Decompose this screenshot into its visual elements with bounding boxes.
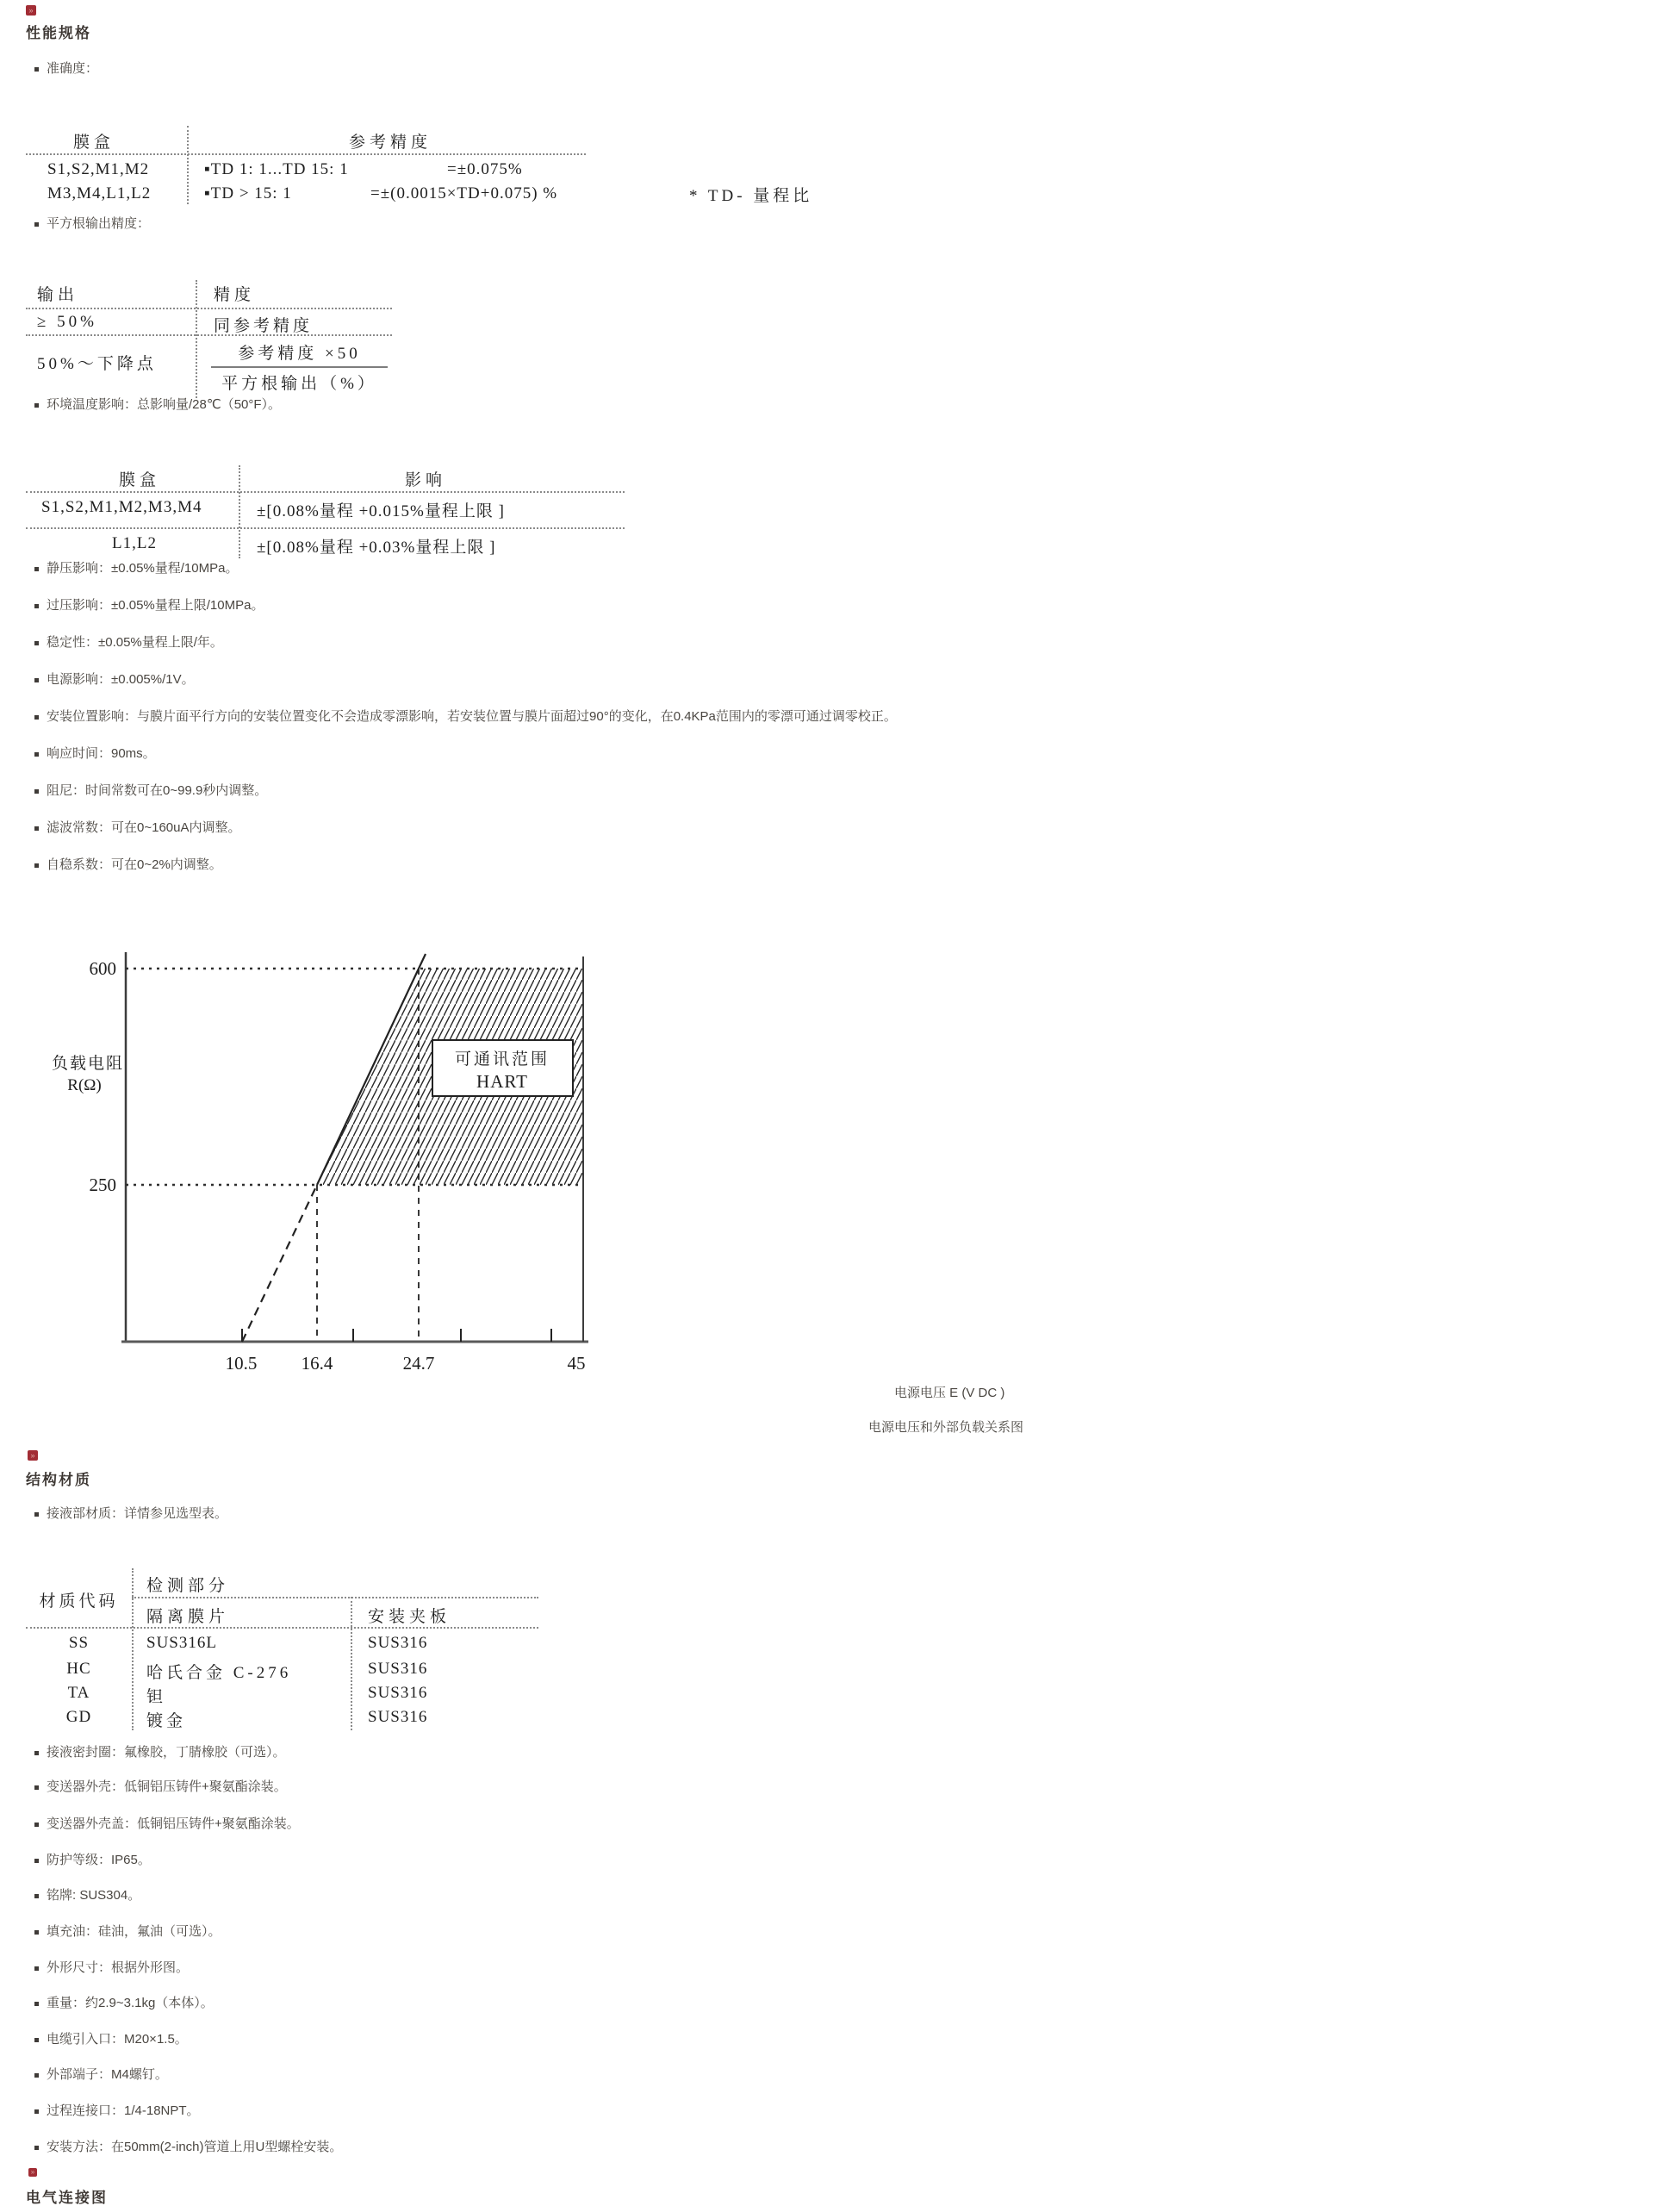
list-item xyxy=(34,1887,140,1904)
material-row-diaphragm: SUS316L xyxy=(146,1634,217,1652)
list-item-text: 阻尼：时间常数可在0~99.9秒内调整。 xyxy=(47,783,268,798)
list-item xyxy=(34,782,267,800)
accuracy-row-value: =±(0.0015×TD+0.075) % xyxy=(370,184,558,203)
list-item xyxy=(34,1960,189,1977)
chart-caption: 电源电压和外部负载关系图 xyxy=(868,1420,1024,1435)
list-item-text: 变送器外壳盖：低铜铝压铸件+聚氨酯涂装。 xyxy=(47,1816,300,1831)
load-resistance-chart xyxy=(22,944,607,1392)
output-table-header-output: 输出 xyxy=(37,286,79,304)
bullet-dot-icon xyxy=(34,1751,39,1755)
list-item-text: 安装位置影响：与膜片面平行方向的安装位置变化不会造成零漂影响，若安装位置与膜片面超过90°的变化，在0.4KPa范围内的零漂可通过调零校正。 xyxy=(47,709,897,724)
accuracy-row-condition: ▪TD > 15: 1 xyxy=(204,184,292,203)
bullet-dot-icon xyxy=(34,1512,39,1517)
bullet-sqrt-accuracy xyxy=(34,215,150,233)
table-divider xyxy=(26,527,625,529)
list-item xyxy=(34,1995,214,2012)
accuracy-row-condition: ▪TD 1: 1...TD 15: 1 xyxy=(204,160,349,178)
output-accuracy-table xyxy=(26,280,396,401)
table-divider xyxy=(196,280,197,398)
accuracy-row-capsule: M3,M4,L1,L2 xyxy=(47,184,152,203)
accuracy-row-capsule: S1,S2,M1,M2 xyxy=(47,160,150,178)
table-divider xyxy=(187,126,189,204)
bullet-ambient-temp-text: 环境温度影响：总影响量/28℃（50°F）。 xyxy=(47,397,282,412)
bullet-dot-icon xyxy=(34,1894,39,1898)
accuracy-table xyxy=(26,126,586,208)
list-item-text: 静压影响：±0.05%量程/10MPa。 xyxy=(47,561,239,576)
table-divider xyxy=(26,334,392,336)
bullet-dot-icon xyxy=(34,752,39,757)
list-item-text: 变送器外壳：低铜铝压铸件+聚氨酯涂装。 xyxy=(47,1779,287,1794)
list-item-text: 电源影响：±0.005%/1V。 xyxy=(47,672,195,687)
bullet-dot-icon xyxy=(34,789,39,794)
list-item-text: 接液密封圈：氟橡胶，丁腈橡胶（可选）。 xyxy=(47,1745,286,1760)
bullet-accuracy-text: 准确度： xyxy=(47,61,99,76)
material-row-clamp: SUS316 xyxy=(368,1660,428,1678)
section-title-materials: 结构材质 xyxy=(26,1472,91,1488)
bullet-accuracy xyxy=(34,60,98,78)
material-header-code: 材质代码 xyxy=(39,1592,119,1611)
list-item xyxy=(34,1779,287,1796)
table-divider xyxy=(132,1597,538,1598)
x-tick-label-10-5: 10.5 xyxy=(225,1353,258,1374)
list-item-text: 防护等级：IP65。 xyxy=(47,1853,151,1867)
list-item xyxy=(34,1816,300,1833)
accuracy-table-header-reference: 参考精度 xyxy=(349,134,432,152)
table-divider xyxy=(239,465,240,558)
bullet-dot-icon xyxy=(34,222,39,227)
output-row2-output: 50%～下降点 xyxy=(37,355,157,373)
list-item xyxy=(34,1923,221,1941)
section-title-electrical: 电气连接图 xyxy=(26,2190,108,2206)
bullet-dot-icon xyxy=(34,715,39,720)
td-ratio-note: * TD- 量程比 xyxy=(689,187,813,205)
hart-label-line1: 可通讯范围 xyxy=(454,1050,550,1069)
bullet-dot-icon xyxy=(34,403,39,408)
material-row-code: SS xyxy=(68,1634,90,1652)
bullet-dot-icon xyxy=(34,1785,39,1790)
bullet-dot-icon xyxy=(34,2146,39,2150)
list-item xyxy=(34,2066,168,2084)
table-divider xyxy=(26,491,625,493)
material-row-clamp: SUS316 xyxy=(368,1634,428,1652)
list-item xyxy=(34,2103,200,2120)
bullet-dot-icon xyxy=(34,2002,39,2006)
list-item xyxy=(34,1744,286,1761)
material-table xyxy=(26,1568,543,1734)
material-header-diaphragm: 隔离膜片 xyxy=(146,1608,230,1626)
list-item-text: 过程连接口：1/4-18NPT。 xyxy=(47,2103,200,2118)
bullet-dot-icon xyxy=(34,1966,39,1971)
bullet-ambient-temp xyxy=(34,396,281,414)
section-marker-icon: » xyxy=(28,1450,38,1461)
material-header-clamp: 安装夹板 xyxy=(368,1608,451,1626)
temp-effect-table xyxy=(26,465,625,562)
boundary-line-dashed xyxy=(242,1185,317,1342)
bullet-dot-icon xyxy=(34,67,39,72)
temp-row-effect: ±[0.08%量程 +0.03%量程上限 ] xyxy=(257,539,496,557)
list-item xyxy=(34,560,238,577)
x-tick-label-24-7: 24.7 xyxy=(402,1353,435,1374)
material-row-clamp: SUS316 xyxy=(368,1684,428,1702)
table-divider xyxy=(26,153,586,155)
temp-table-header-capsule: 膜盒 xyxy=(119,471,161,489)
material-row-clamp: SUS316 xyxy=(368,1708,428,1726)
x-tick-label-45: 45 xyxy=(567,1353,586,1374)
fraction-numerator: 参考精度 ×50 xyxy=(211,340,388,368)
list-item xyxy=(34,857,222,874)
list-item xyxy=(34,2139,342,2156)
table-divider xyxy=(351,1597,352,1730)
material-row-diaphragm: 哈氏合金 C-276 xyxy=(146,1664,292,1682)
bullet-dot-icon xyxy=(34,1930,39,1935)
list-item-text: 响应时间：90ms。 xyxy=(47,746,156,761)
material-row-code: GD xyxy=(65,1708,92,1726)
bullet-dot-icon xyxy=(34,1823,39,1827)
output-row1-output: ≥ 50% xyxy=(37,313,98,331)
list-item xyxy=(34,597,264,614)
list-item-text: 铭牌: SUS304。 xyxy=(47,1888,141,1903)
material-row-diaphragm: 钽 xyxy=(146,1688,165,1706)
list-item xyxy=(34,634,223,651)
y-axis-label-line1: 负载电阻 xyxy=(51,1055,125,1073)
bullet-sqrt-text: 平方根输出精度： xyxy=(47,216,151,231)
list-item-text: 稳定性：±0.05%量程上限/年。 xyxy=(47,635,223,650)
list-item-text: 电缆引入口：M20×1.5。 xyxy=(47,2032,188,2047)
list-item xyxy=(34,819,240,837)
bullet-dot-icon xyxy=(34,2073,39,2078)
table-divider xyxy=(132,1568,134,1730)
y-tick-label-600: 600 xyxy=(89,958,116,979)
bullet-wetted-material xyxy=(34,1505,227,1523)
bullet-dot-icon xyxy=(34,826,39,831)
list-item-text: 外部端子：M4螺钉。 xyxy=(47,2067,168,2082)
list-item xyxy=(34,2031,188,2048)
bullet-dot-icon xyxy=(34,604,39,608)
material-row-diaphragm: 镀金 xyxy=(146,1712,187,1730)
material-row-code: TA xyxy=(67,1684,90,1702)
accuracy-fraction xyxy=(211,340,388,394)
temp-row-capsule: S1,S2,M1,M2,M3,M4 xyxy=(41,498,202,516)
bullet-dot-icon xyxy=(34,678,39,682)
chart-x-axis-label: 电源电压 E (V DC ) xyxy=(894,1386,1005,1400)
bullet-dot-icon xyxy=(34,1859,39,1863)
bullet-wetted-material-text: 接液部材质：详情参见选型表。 xyxy=(47,1506,228,1521)
section-title-performance: 性能规格 xyxy=(26,25,91,41)
bullet-dot-icon xyxy=(34,2038,39,2042)
list-item-text: 过压影响：±0.05%量程上限/10MPa。 xyxy=(47,598,264,613)
output-row1-accuracy: 同参考精度 xyxy=(214,317,314,335)
temp-table-header-effect: 影响 xyxy=(405,471,447,489)
y-axis-label-line2: R(Ω) xyxy=(67,1076,102,1094)
x-tick-label-16-4: 16.4 xyxy=(301,1353,333,1374)
list-item-text: 填充油：硅油，氟油（可选）。 xyxy=(47,1924,221,1939)
output-table-header-accuracy: 精度 xyxy=(214,286,256,304)
list-item-text: 重量：约2.9~3.1kg（本体）。 xyxy=(47,1996,214,2010)
table-divider xyxy=(26,308,392,309)
hart-label-line2: HART xyxy=(476,1071,528,1092)
list-item-text: 外形尺寸：根据外形图。 xyxy=(47,1960,190,1975)
bullet-dot-icon xyxy=(34,641,39,645)
section-marker-icon: » xyxy=(28,2168,37,2177)
accuracy-table-header-capsule: 膜盒 xyxy=(73,134,115,152)
list-item-text: 滤波常数：可在0~160uA内调整。 xyxy=(47,820,241,835)
y-tick-label-250: 250 xyxy=(89,1175,116,1195)
list-item-text: 安装方法：在50mm(2-inch)管道上用U型螺栓安装。 xyxy=(47,2140,343,2154)
material-row-code: HC xyxy=(66,1660,91,1678)
list-item xyxy=(34,745,156,763)
table-divider xyxy=(26,1627,538,1629)
section-marker-icon: » xyxy=(26,5,36,16)
bullet-dot-icon xyxy=(34,2109,39,2114)
temp-row-effect: ±[0.08%量程 +0.015%量程上限 ] xyxy=(257,502,505,520)
bullet-dot-icon xyxy=(34,567,39,571)
bullet-dot-icon xyxy=(34,863,39,868)
list-item xyxy=(34,1852,151,1869)
temp-row-capsule: L1,L2 xyxy=(112,534,157,552)
list-item xyxy=(34,671,195,689)
list-item-text: 自稳系数：可在0~2%内调整。 xyxy=(47,857,222,872)
list-item xyxy=(34,708,897,726)
material-header-detect: 检测部分 xyxy=(146,1577,230,1595)
fraction-denominator: 平方根输出（%） xyxy=(221,375,377,393)
accuracy-row-value: =±0.075% xyxy=(447,160,523,178)
